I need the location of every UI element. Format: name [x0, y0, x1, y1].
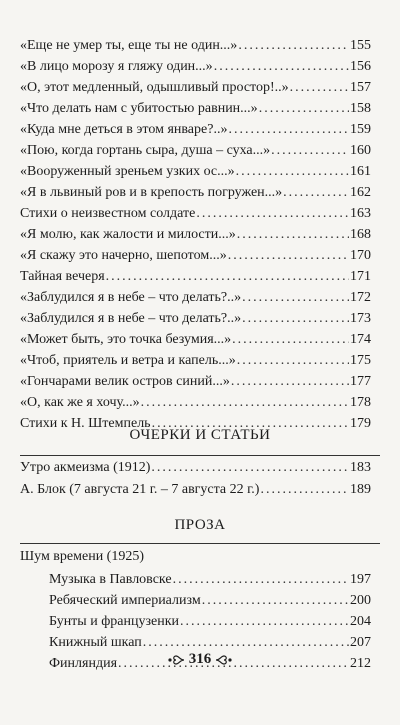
- entry-title: «Заблудился я в небе – что делать?..»: [20, 290, 242, 305]
- toc-entry[interactable]: [20, 611, 371, 632]
- entry-page-number: 212: [350, 656, 371, 671]
- leader-dots: [242, 287, 349, 308]
- entry-page-number: 174: [350, 332, 371, 347]
- entry-title: «Я в львиный ров и в крепость погружен...»: [20, 185, 283, 200]
- entry-page-number: 177: [350, 374, 371, 389]
- leader-dots: [232, 329, 349, 350]
- subheading-title: Шум времени (1925): [20, 549, 145, 564]
- toc-entry[interactable]: [20, 632, 371, 653]
- entry-title: «Я молю, как жалости и милости...»: [20, 227, 236, 242]
- leader-dots: [290, 77, 349, 98]
- entry-title: Стихи к Н. Штемпель: [20, 416, 151, 431]
- entry-title: «Еще не умер ты, еще ты не один...»: [20, 38, 238, 53]
- section-heading-prose: ПРОЗА: [174, 517, 226, 533]
- floral-ornament-icon: [215, 654, 233, 666]
- leader-dots: [237, 224, 349, 245]
- toc-entry[interactable]: [20, 224, 371, 245]
- toc-entry[interactable]: [20, 35, 371, 56]
- toc-entry[interactable]: [20, 77, 371, 98]
- entry-page-number: 178: [350, 395, 371, 410]
- toc-entry[interactable]: [20, 308, 371, 329]
- toc-entry[interactable]: [20, 371, 371, 392]
- leader-dots: [173, 569, 349, 590]
- toc-entry[interactable]: [20, 182, 371, 203]
- entry-title: Бунты и французенки: [49, 614, 179, 629]
- entry-page-number: 160: [350, 143, 371, 158]
- entry-title: А. Блок (7 августа 21 г. – 7 августа 22 г.): [20, 482, 260, 497]
- entry-page-number: 197: [350, 572, 371, 587]
- entry-title: «Куда мне деться в этом январе?..»: [20, 122, 228, 137]
- leader-dots: [231, 371, 349, 392]
- entry-title: «О, как же я хочу...»: [20, 395, 140, 410]
- page-footer: [0, 651, 400, 668]
- toc-subheading[interactable]: [20, 545, 371, 569]
- toc-entry[interactable]: [20, 329, 371, 350]
- toc-entry[interactable]: [20, 98, 371, 119]
- entry-page-number: 189: [350, 482, 371, 497]
- leader-dots: [141, 392, 349, 413]
- section-divider: [20, 455, 380, 456]
- toc-entry[interactable]: [20, 350, 371, 371]
- toc-section-poems: [20, 35, 371, 434]
- entry-page-number: 183: [350, 460, 371, 475]
- leader-dots: [214, 56, 349, 77]
- section-divider: [20, 543, 380, 544]
- entry-title: «О, этот медленный, одышливый простор!..»: [20, 80, 289, 95]
- leader-dots: [283, 182, 349, 203]
- toc-entry[interactable]: [20, 119, 371, 140]
- floral-ornament-icon: [167, 654, 185, 666]
- entry-title: «Вооруженный зреньем узких ос...»: [20, 164, 235, 179]
- entry-page-number: 200: [350, 593, 371, 608]
- entry-title: Музыка в Павловске: [49, 572, 172, 587]
- toc-entry[interactable]: [20, 203, 371, 224]
- entry-title: «Чтоб, приятель и ветра и капель...»: [20, 353, 236, 368]
- entry-title: «Что делать нам с убитостью равнин...»: [20, 101, 258, 116]
- toc-entry[interactable]: [20, 140, 371, 161]
- leader-dots: [238, 35, 349, 56]
- entry-title: «Гончарами велик остров синий...»: [20, 374, 230, 389]
- entry-title: «В лицо морозу я гляжу один...»: [20, 59, 213, 74]
- toc-entry[interactable]: [20, 161, 371, 182]
- entry-page-number: 161: [350, 164, 371, 179]
- entry-page-number: 172: [350, 290, 371, 305]
- leader-dots: [202, 590, 349, 611]
- entry-page-number: 159: [350, 122, 371, 137]
- leader-dots: [196, 203, 349, 224]
- toc-entry[interactable]: [20, 590, 371, 611]
- leader-dots: [228, 119, 349, 140]
- entry-page-number: 170: [350, 248, 371, 263]
- entry-page-number: 179: [350, 416, 371, 431]
- leader-dots: [180, 611, 349, 632]
- leader-dots: [228, 245, 349, 266]
- section-heading-essays: ОЧЕРКИ И СТАТЬИ: [129, 427, 271, 443]
- entry-page-number: 162: [350, 185, 371, 200]
- leader-dots: [260, 479, 349, 501]
- leader-dots: [236, 161, 349, 182]
- leader-dots: [106, 266, 349, 287]
- entry-title: «Может быть, это точка безумия...»: [20, 332, 232, 347]
- entry-title: Стихи о неизвестном солдате: [20, 206, 196, 221]
- entry-page-number: 207: [350, 635, 371, 650]
- entry-page-number: 171: [350, 269, 371, 284]
- entry-page-number: 204: [350, 614, 371, 629]
- toc-section-essays: [20, 457, 371, 501]
- leader-dots: [237, 350, 349, 371]
- leader-dots: [143, 632, 349, 653]
- entry-title: Утро акмеизма (1912): [20, 460, 151, 475]
- entry-title: Книжный шкап: [49, 635, 142, 650]
- toc-entry[interactable]: [20, 479, 371, 501]
- entry-title: «Пою, когда гортань сыра, душа – суха...»: [20, 143, 271, 158]
- toc-entry[interactable]: [20, 569, 371, 590]
- toc-entry[interactable]: [20, 457, 371, 479]
- leader-dots: [259, 98, 349, 119]
- entry-page-number: 173: [350, 311, 371, 326]
- entry-title: «Я скажу это начерно, шепотом...»: [20, 248, 227, 263]
- entry-title: Финляндия: [49, 656, 118, 671]
- leader-dots: [151, 457, 349, 479]
- toc-entry[interactable]: [20, 287, 371, 308]
- toc-entry[interactable]: [20, 266, 371, 287]
- leader-dots: [242, 308, 349, 329]
- entry-page-number: 175: [350, 353, 371, 368]
- entry-page-number: 158: [350, 101, 371, 116]
- entry-title: Тайная вечеря: [20, 269, 105, 284]
- entry-page-number: 168: [350, 227, 371, 242]
- toc-entry[interactable]: [20, 392, 371, 413]
- entry-title: Ребяческий империализм: [49, 593, 201, 608]
- entry-page-number: 163: [350, 206, 371, 221]
- entry-page-number: 157: [350, 80, 371, 95]
- entry-page-number: 156: [350, 59, 371, 74]
- leader-dots: [271, 140, 349, 161]
- page-number: 316: [188, 651, 212, 667]
- entry-page-number: 155: [350, 38, 371, 53]
- toc-entry[interactable]: [20, 56, 371, 77]
- entry-title: «Заблудился я в небе – что делать?..»: [20, 311, 242, 326]
- toc-entry[interactable]: [20, 245, 371, 266]
